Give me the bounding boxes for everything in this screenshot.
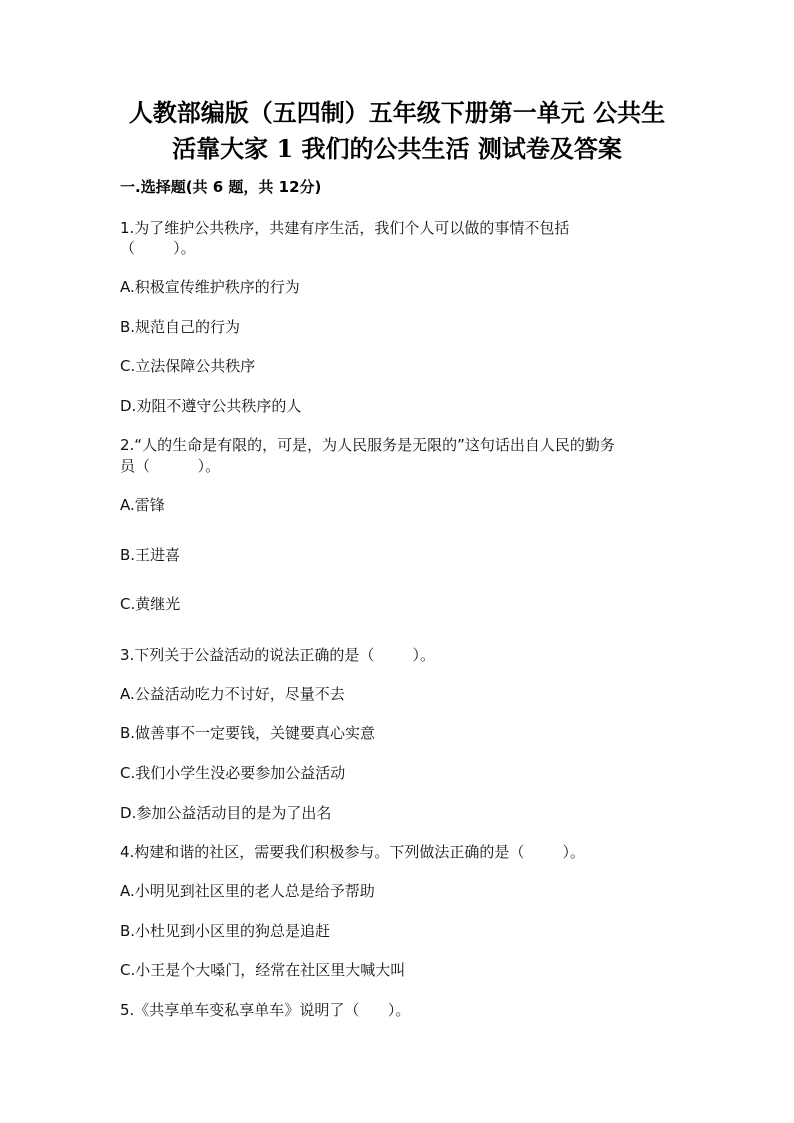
question-2-option-c: C.黄继光 — [120, 595, 181, 613]
question-1-option-b: B.规范自己的行为 — [120, 318, 241, 336]
question-4-stem: 4.构建和谐的社区，需要我们积极参与。下列做法正确的是（ ）。 — [120, 843, 585, 861]
question-3-option-a: A.公益活动吃力不讨好，尽量不去 — [120, 685, 345, 703]
question-3-stem: 3.下列关于公益活动的说法正确的是（ ）。 — [120, 646, 435, 664]
question-3-option-b: B.做善事不一定要钱，关键要真心实意 — [120, 724, 376, 742]
question-4-option-c: C.小王是个大嗓门，经常在社区里大喊大叫 — [120, 961, 406, 979]
document-title-line-2: 活靠大家 1 我们的公共生活 测试卷及答案 — [172, 134, 622, 163]
question-1-option-d: D.劝阻不遵守公共秩序的人 — [120, 397, 302, 415]
question-1-option-a: A.积极宣传维护秩序的行为 — [120, 278, 300, 296]
question-3-option-d: D.参加公益活动目的是为了出名 — [120, 804, 332, 822]
document-title-line-1: 人教部编版（五四制）五年级下册第一单元 公共生 — [128, 98, 666, 127]
question-4-option-a: A.小明见到社区里的老人总是给予帮助 — [120, 882, 375, 900]
question-1-option-c: C.立法保障公共秩序 — [120, 357, 256, 375]
document-title — [0, 95, 794, 167]
question-2-stem-line-2: 员（ ）。 — [120, 457, 221, 475]
question-5-stem: 5.《共享单车变私享单车》说明了（ ）。 — [120, 1001, 411, 1019]
question-2-stem-line-1: 2.“人的生命是有限的，可是，为人民服务是无限的”这句话出自人民的勤务 — [120, 436, 615, 454]
section-heading: 一.选择题(共 6 题，共 12分) — [120, 178, 322, 196]
question-1-stem-line-1: 1.为了维护公共秩序，共建有序生活，我们个人可以做的事情不包括 — [120, 219, 570, 237]
question-2-option-b: B.王进喜 — [120, 546, 181, 564]
question-3-option-c: C.我们小学生没必要参加公益活动 — [120, 764, 346, 782]
question-2-option-a: A.雷锋 — [120, 496, 165, 514]
question-1-stem-line-2: （ ）。 — [120, 239, 196, 257]
question-4-option-b: B.小杜见到小区里的狗总是追赶 — [120, 922, 331, 940]
